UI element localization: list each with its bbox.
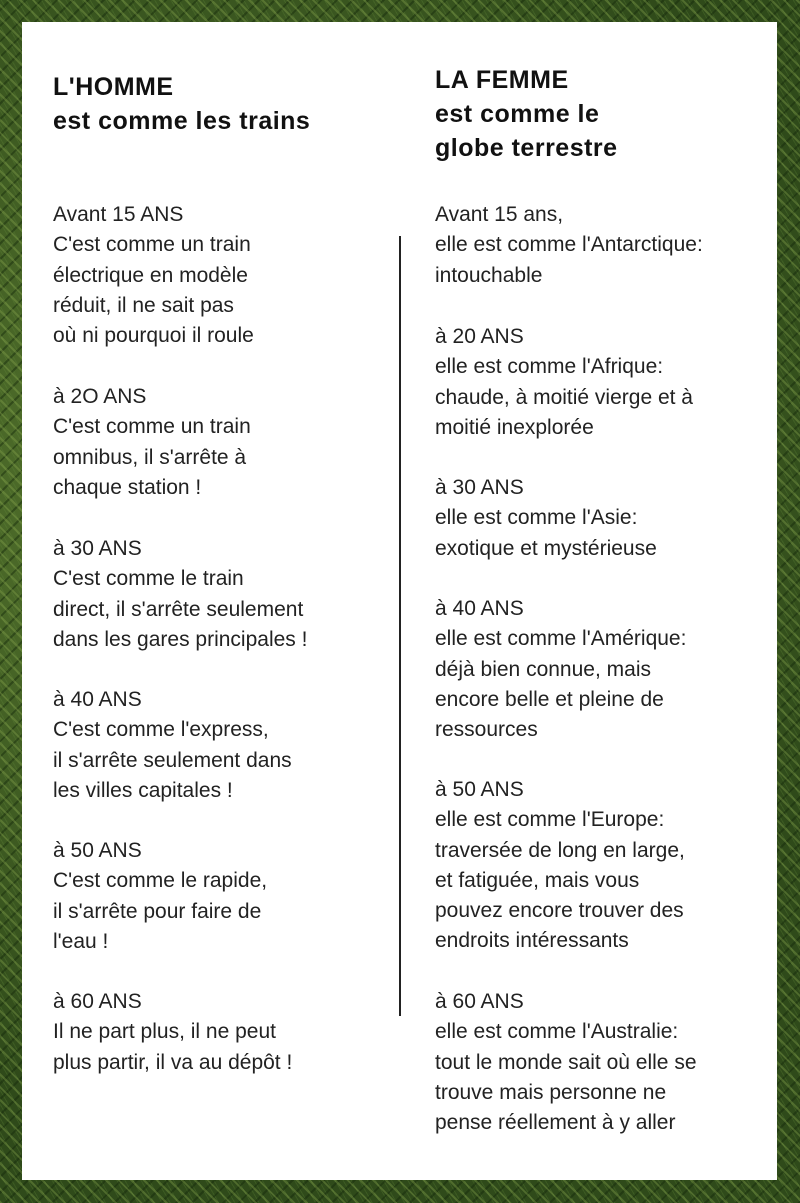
section-age: à 50 ANS — [53, 839, 142, 862]
section-30 — [53, 534, 307, 655]
section-20 — [435, 322, 693, 443]
section-line: elle est comme l'Afrique: — [435, 355, 664, 379]
section-avant-15 — [435, 200, 703, 291]
section-50 — [435, 775, 685, 957]
section-line: il s'arrête pour faire de — [53, 899, 262, 923]
section-60 — [53, 987, 292, 1078]
section-line: exotique et mystérieuse — [435, 536, 657, 560]
section-line: C'est comme l'express, — [53, 718, 269, 742]
section-line: omnibus, il s'arrête à — [53, 445, 247, 469]
section-age: à 2O ANS — [53, 385, 147, 408]
section-line: et fatiguée, mais vous — [435, 868, 640, 892]
section-age: à 60 ANS — [53, 990, 142, 1013]
section-age: à 60 ANS — [435, 990, 524, 1013]
section-20 — [53, 382, 251, 503]
section-line: traversée de long en large, — [435, 838, 685, 862]
section-line: C'est comme un train — [53, 233, 251, 257]
section-avant-15 — [53, 200, 254, 351]
heading-line: L'HOMME — [53, 73, 174, 101]
section-line: tout le monde sait où elle se — [435, 1050, 697, 1074]
section-age: à 30 ANS — [435, 476, 524, 499]
heading-line: est comme le — [435, 100, 600, 128]
section-age: à 40 ANS — [435, 597, 524, 620]
document-page — [22, 22, 777, 1180]
section-line: endroits intéressants — [435, 929, 629, 953]
section-age: à 50 ANS — [435, 778, 524, 801]
section-line: chaque station ! — [53, 475, 202, 499]
section-age: à 40 ANS — [53, 688, 142, 711]
section-line: elle est comme l'Australie: — [435, 1020, 679, 1044]
heading-homme — [53, 70, 310, 138]
section-line: elle est comme l'Europe: — [435, 808, 665, 832]
section-line: pense réellement à y aller — [435, 1111, 676, 1135]
heading-line: LA FEMME — [435, 66, 569, 94]
section-line: chaude, à moitié vierge et à — [435, 385, 693, 409]
section-60 — [435, 987, 697, 1138]
section-line: direct, il s'arrête seulement — [53, 597, 304, 621]
heading-line: globe terrestre — [435, 134, 618, 162]
section-line: pouvez encore trouver des — [435, 899, 684, 923]
section-line: C'est comme le train — [53, 567, 244, 591]
section-line: elle est comme l'Antarctique: — [435, 233, 703, 257]
section-line: Il ne part plus, il ne peut — [53, 1020, 276, 1044]
section-age: à 20 ANS — [435, 325, 524, 348]
section-line: C'est comme le rapide, — [53, 869, 268, 893]
section-line: déjà bien connue, mais — [435, 657, 651, 681]
section-line: réduit, il ne sait pas — [53, 293, 234, 317]
section-line: dans les gares principales ! — [53, 627, 308, 651]
section-line: elle est comme l'Asie: — [435, 506, 638, 530]
heading-femme — [435, 63, 618, 165]
section-age: à 30 ANS — [53, 537, 142, 560]
section-line: électrique en modèle — [53, 263, 248, 287]
section-50 — [53, 836, 267, 957]
section-line: où ni pourquoi il roule — [53, 324, 254, 348]
section-age: Avant 15 ans, — [435, 203, 564, 226]
section-line: les villes capitales ! — [53, 778, 233, 802]
section-line: il s'arrête seulement dans — [53, 748, 292, 772]
heading-line: est comme les trains — [53, 107, 311, 135]
section-line: l'eau ! — [53, 929, 109, 953]
section-line: elle est comme l'Amérique: — [435, 627, 687, 651]
section-line: moitié inexplorée — [435, 415, 594, 439]
section-line: plus partir, il va au dépôt ! — [53, 1050, 293, 1074]
section-line: encore belle et pleine de — [435, 687, 664, 711]
section-line: C'est comme un train — [53, 415, 251, 439]
section-age: Avant 15 ANS — [53, 203, 184, 226]
section-40 — [435, 594, 686, 745]
section-line: intouchable — [435, 263, 543, 287]
section-line: ressources — [435, 718, 538, 742]
section-40 — [53, 685, 292, 806]
section-line: trouve mais personne ne — [435, 1080, 667, 1104]
column-divider — [399, 236, 401, 1016]
section-30 — [435, 473, 657, 564]
